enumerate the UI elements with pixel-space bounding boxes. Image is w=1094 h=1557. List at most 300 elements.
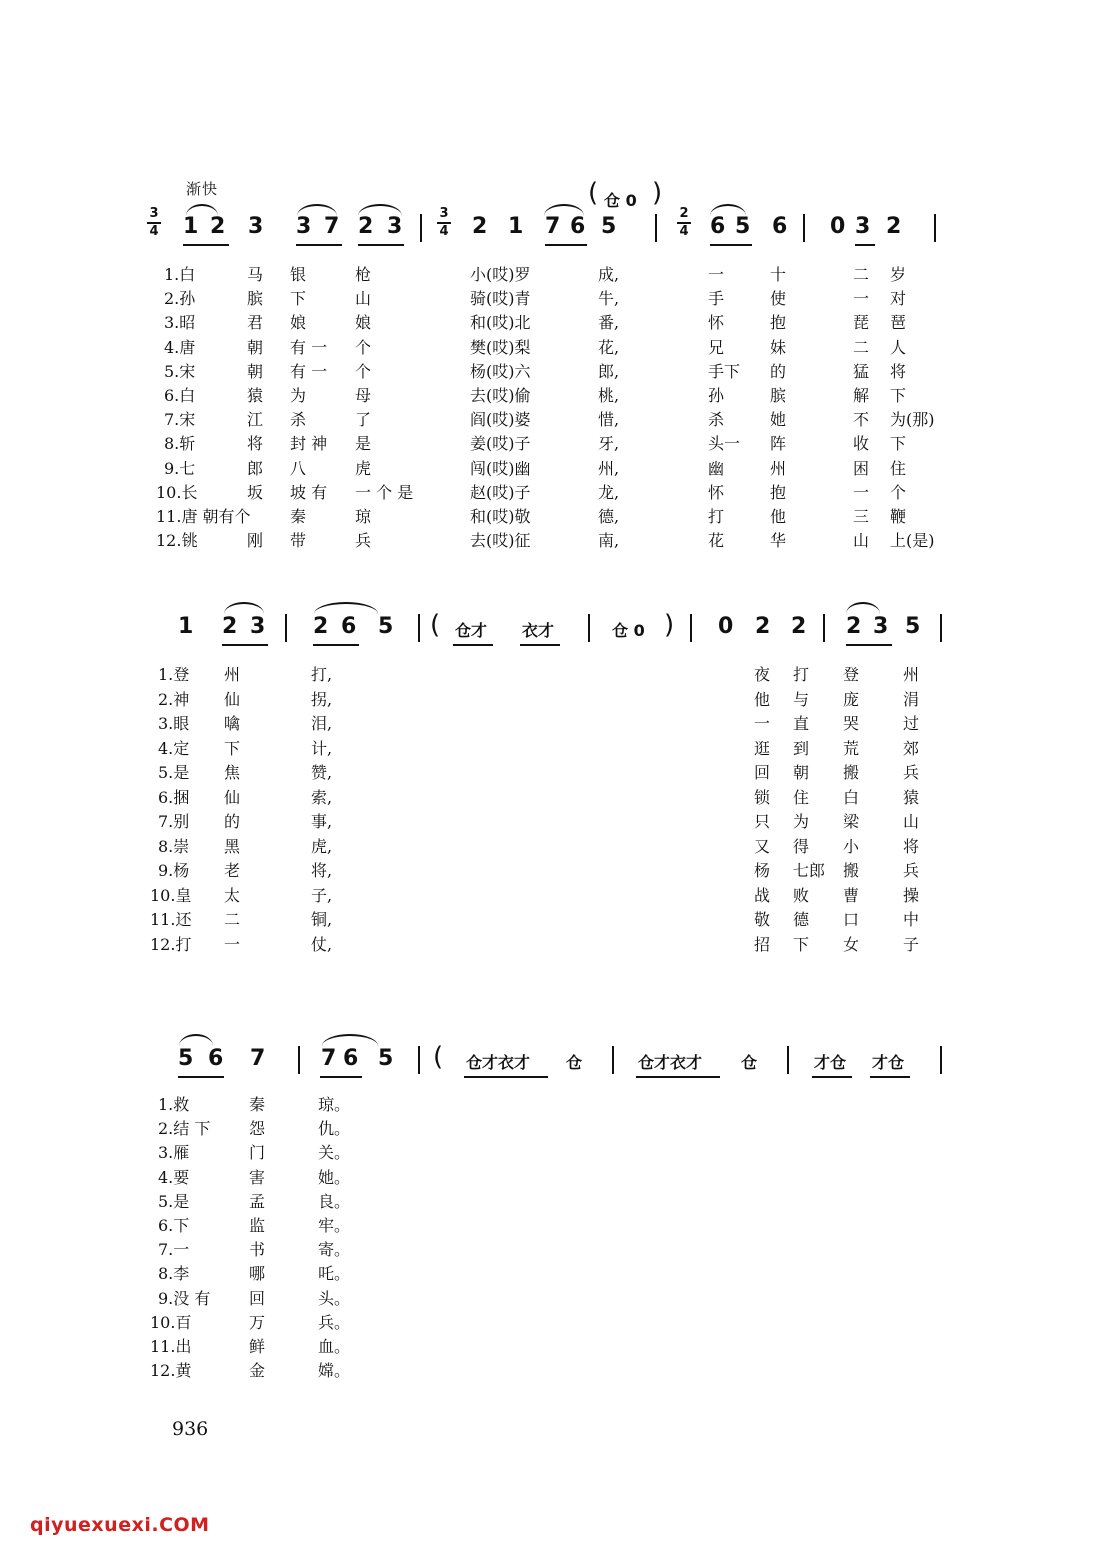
lyric-cell: 马 — [247, 265, 264, 284]
lyric-row — [0, 335, 1094, 359]
lyric-cell: 对 — [890, 289, 907, 309]
lyric-cell: 德, — [598, 507, 620, 526]
lyric-cell: 10.长 — [156, 482, 198, 502]
lyric-cell: 门 — [249, 1143, 266, 1163]
lyric-cell: 牛, — [598, 289, 620, 309]
lyric-cell: 4.唐 — [164, 337, 196, 357]
lyric-cell: 琼 — [355, 507, 372, 526]
lyric-cell: 嫦。 — [318, 1361, 351, 1381]
lyric-cell: 解 — [853, 386, 870, 405]
lyric-cell: 去(哎)征 — [470, 531, 531, 551]
underline — [313, 644, 359, 646]
lyric-row — [0, 809, 1094, 833]
underline — [545, 244, 587, 246]
lyric-cell: 10.皇 — [150, 885, 192, 905]
lyric-row — [0, 687, 1094, 711]
lyric-cell: 七郎 — [793, 861, 826, 880]
underline — [358, 244, 404, 246]
lyric-row — [0, 1092, 1094, 1116]
lyric-cell: 12.打 — [150, 934, 192, 954]
lyric-cell: 1.登 — [158, 665, 190, 684]
lyric-cell: 6.下 — [158, 1216, 190, 1235]
lyrics-block-3 — [0, 1092, 1094, 1392]
lyric-cell: 抱 — [770, 313, 787, 333]
lyric-cell: 花 — [708, 531, 725, 551]
lyric-cell: 黑 — [224, 836, 241, 856]
lyric-cell: 仙 — [224, 787, 241, 807]
percussion-mark: 衣才 — [522, 621, 555, 640]
lyric-cell: 只 — [754, 812, 771, 831]
lyric-cell: 怀 — [708, 313, 725, 333]
lyric-cell: 秦 — [249, 1095, 266, 1114]
lyric-cell: 1.白 — [164, 265, 196, 284]
slur — [186, 204, 218, 216]
lyric-cell: 岁 — [890, 265, 907, 284]
lyric-cell: 郊 — [903, 738, 920, 758]
note: 7 — [545, 214, 561, 239]
lyric-cell: 猛 — [853, 361, 870, 381]
lyric-cell: 一 个 是 — [355, 482, 414, 502]
lyric-cell: 阎(哎)婆 — [470, 410, 531, 430]
bar-line — [588, 614, 590, 642]
slur — [322, 1034, 378, 1046]
slur — [358, 204, 402, 216]
lyric-cell: 的 — [224, 812, 241, 831]
lyric-cell: 南, — [598, 531, 620, 551]
lyric-cell: 打 — [793, 665, 810, 684]
lyric-cell: 杀 — [290, 410, 307, 430]
note: 2 — [358, 214, 374, 239]
lyric-cell: 2.结 下 — [158, 1119, 211, 1139]
note: 3 — [873, 614, 889, 639]
percussion-mark: 仓 0 — [612, 621, 645, 640]
lyric-cell: 11.出 — [150, 1337, 192, 1356]
note: 5 — [378, 614, 394, 639]
lyric-cell: 小 — [843, 836, 860, 856]
lyric-cell: 娘 — [290, 313, 307, 333]
lyric-cell: 将 — [890, 361, 907, 381]
percussion-mark: 仓才衣才 — [638, 1053, 703, 1072]
lyric-cell: 头一 — [708, 434, 741, 454]
lyric-cell: 山 — [903, 812, 920, 831]
lyric-cell: 住 — [793, 787, 810, 807]
underline — [855, 244, 875, 246]
lyric-cell: 得 — [793, 836, 810, 856]
lyric-cell: 太 — [224, 885, 241, 905]
lyric-cell: 将 — [247, 434, 264, 454]
lyric-cell: 搬 — [843, 763, 860, 782]
bar-line — [690, 614, 692, 642]
lyric-cell: 仗, — [311, 934, 333, 954]
lyric-cell: 八 — [290, 458, 307, 478]
lyric-cell: 关。 — [318, 1143, 351, 1163]
note: 3 — [250, 614, 266, 639]
lyric-cell: 君 — [247, 313, 264, 333]
lyric-cell: 8.斩 — [164, 434, 196, 454]
page-number: 936 — [172, 1418, 209, 1440]
lyric-cell: 打, — [311, 665, 333, 684]
lyric-cell: 朝 — [793, 763, 810, 782]
lyric-cell: 骑(哎)青 — [470, 289, 531, 309]
lyric-cell: 登 — [843, 665, 860, 684]
lyric-cell: 下 — [890, 386, 907, 405]
lyric-cell: 秦 — [290, 507, 307, 526]
lyric-cell: 女 — [843, 934, 860, 954]
bar-line — [418, 1046, 420, 1074]
underline — [846, 644, 892, 646]
tempo-mark: 渐快 — [186, 180, 219, 198]
lyric-cell: 兵。 — [318, 1312, 351, 1332]
lyric-cell: 庞 — [843, 689, 860, 709]
bar-line — [298, 1046, 300, 1074]
bar-line — [420, 214, 422, 242]
percussion-mark: 仓才 — [455, 621, 488, 640]
note: 0 — [830, 214, 846, 239]
lyric-cell: 他 — [754, 689, 771, 709]
note: 6 — [208, 1046, 224, 1071]
lyric-cell: 一 — [754, 714, 771, 733]
lyric-cell: 杨 — [754, 861, 771, 880]
lyric-cell: 朝 — [247, 361, 264, 381]
lyric-cell: 子, — [311, 885, 333, 905]
lyric-row — [0, 262, 1094, 286]
lyric-cell: 困 — [853, 458, 870, 478]
lyric-row — [0, 858, 1094, 882]
lyric-row — [0, 383, 1094, 407]
lyric-cell: 妹 — [770, 337, 787, 357]
lyric-cell: 4.定 — [158, 738, 190, 758]
lyric-cell: 过 — [903, 714, 920, 733]
lyric-cell: 个 — [355, 337, 372, 357]
lyric-cell: 杀 — [708, 410, 725, 430]
note: 5 — [735, 214, 751, 239]
lyric-cell: 三 — [853, 507, 870, 526]
lyric-cell: 坡 有 — [290, 482, 328, 502]
lyric-cell: 住 — [890, 458, 907, 478]
lyric-cell: 拐, — [311, 689, 333, 709]
lyric-cell: 夜 — [754, 665, 771, 684]
note: 3 — [296, 214, 312, 239]
percussion-mark: 才仓 — [814, 1053, 847, 1072]
slur — [710, 204, 746, 216]
bar-line — [418, 614, 420, 642]
note: 1 — [178, 614, 194, 639]
lyric-cell: 樊(哎)梨 — [470, 337, 531, 357]
lyric-cell: 成, — [598, 265, 620, 284]
lyric-cell: 惜, — [598, 410, 620, 430]
slur — [314, 602, 378, 614]
note: 6 — [341, 614, 357, 639]
lyric-row — [0, 359, 1094, 383]
note: 6 — [772, 214, 788, 239]
lyric-cell: 花, — [598, 337, 620, 357]
lyric-cell: 二 — [853, 265, 870, 284]
lyric-cell: 11.还 — [150, 910, 192, 929]
lyric-cell: 猿 — [247, 386, 264, 405]
time-signature: 3 4 — [147, 206, 161, 240]
lyric-cell: 敬 — [754, 910, 771, 929]
lyric-cell: 梁 — [843, 812, 860, 831]
lyric-cell: 败 — [793, 885, 810, 905]
lyric-cell: 下 — [793, 934, 810, 954]
lyric-cell: 血。 — [318, 1337, 351, 1356]
lyric-cell: 招 — [754, 934, 771, 954]
bar-line — [285, 614, 287, 642]
lyric-cell: 个 — [355, 361, 372, 381]
lyric-cell: 鞭 — [890, 507, 907, 526]
lyric-cell: 赞, — [311, 763, 333, 782]
lyric-cell: 将, — [311, 861, 333, 880]
slur — [224, 602, 264, 614]
lyric-cell: 8.崇 — [158, 836, 190, 856]
lyric-cell: 州, — [598, 458, 620, 478]
note: 3 — [387, 214, 403, 239]
lyric-cell: 他 — [770, 507, 787, 526]
underline — [183, 244, 229, 246]
bar-line — [803, 214, 805, 242]
bar-line — [940, 614, 942, 642]
lyric-row — [0, 431, 1094, 455]
lyric-cell: 计, — [311, 738, 333, 758]
note: 2 — [472, 214, 488, 239]
lyric-cell: 子 — [903, 934, 920, 954]
lyric-cell: 番, — [598, 313, 620, 333]
note: 5 — [378, 1046, 394, 1071]
lyric-row — [0, 407, 1094, 431]
lyric-cell: 7.一 — [158, 1240, 190, 1260]
lyric-cell: 琶 — [890, 313, 907, 333]
lyric-cell: 琼。 — [318, 1095, 351, 1114]
lyric-cell: 打 — [708, 507, 725, 526]
note: 7 — [250, 1046, 266, 1071]
lyric-cell: 10.百 — [150, 1312, 192, 1332]
lyric-cell: 12.铫 — [156, 531, 198, 551]
lyric-cell: 中 — [903, 910, 920, 929]
percussion-mark: 仓才衣才 — [466, 1053, 531, 1072]
lyric-cell: 兵 — [903, 763, 920, 782]
lyric-cell: 孟 — [249, 1191, 266, 1211]
note: 3 — [855, 214, 871, 239]
underline — [222, 644, 268, 646]
lyric-cell: 仙 — [224, 689, 241, 709]
slur — [297, 204, 337, 216]
lyric-cell: 将 — [903, 836, 920, 856]
note: 6 — [343, 1046, 359, 1071]
lyric-cell: 山 — [355, 289, 372, 309]
lyric-cell: 7.别 — [158, 812, 190, 831]
lyric-cell: 州 — [770, 458, 787, 478]
lyric-cell: 害 — [249, 1167, 266, 1187]
lyric-cell: 朝 — [247, 337, 264, 357]
note: 7 — [321, 1046, 337, 1071]
lyric-cell: 收 — [853, 434, 870, 454]
lyric-cell: 她。 — [318, 1167, 351, 1187]
lyric-cell: 郎, — [598, 361, 620, 381]
percussion-mark: 仓 — [741, 1053, 758, 1072]
lyric-row — [0, 711, 1094, 735]
lyric-cell: 哪 — [249, 1264, 266, 1284]
note: 2 — [222, 614, 238, 639]
lyric-cell: 猿 — [903, 787, 920, 807]
lyric-cell: 又 — [754, 836, 771, 856]
lyric-cell: 搬 — [843, 861, 860, 880]
lyric-row — [0, 1165, 1094, 1189]
lyric-cell: 牢。 — [318, 1216, 351, 1235]
lyric-row — [0, 785, 1094, 809]
bar-line — [934, 214, 936, 242]
lyric-cell: 她 — [770, 410, 787, 430]
underline — [870, 1076, 910, 1078]
paren: ) — [652, 178, 663, 208]
lyric-cell: 9.没 有 — [158, 1288, 211, 1308]
lyric-cell: 回 — [754, 763, 771, 782]
lyric-cell: 吒。 — [318, 1264, 351, 1284]
paren: ( — [430, 610, 441, 640]
lyric-cell: 虎, — [311, 836, 333, 856]
paren: ( — [588, 178, 599, 208]
lyric-cell: 坂 — [247, 482, 264, 502]
lyric-row — [0, 736, 1094, 760]
lyric-cell: 战 — [754, 885, 771, 905]
lyric-row — [0, 286, 1094, 310]
note: 2 — [755, 614, 771, 639]
lyric-cell: 12.黄 — [150, 1361, 192, 1381]
lyric-cell: 铜, — [311, 910, 333, 929]
lyric-cell: 姜(哎)子 — [470, 434, 531, 454]
lyric-cell: 华 — [770, 531, 787, 551]
lyric-cell: 回 — [249, 1288, 266, 1308]
lyric-cell: 仇。 — [318, 1119, 351, 1139]
lyric-cell: 封 神 — [290, 434, 328, 454]
lyrics-block-1 — [0, 262, 1094, 562]
lyric-cell: 与 — [793, 689, 810, 709]
lyric-cell: 江 — [247, 410, 264, 430]
lyric-cell: 直 — [793, 714, 810, 733]
underline — [636, 1076, 720, 1078]
lyric-cell: 了 — [355, 410, 372, 430]
lyric-cell: 曹 — [843, 885, 860, 905]
lyric-cell: 兄 — [708, 337, 725, 357]
lyric-cell: 口 — [843, 910, 860, 929]
lyric-row — [0, 1334, 1094, 1358]
lyric-cell: 兵 — [903, 861, 920, 880]
lyric-cell: 下 — [290, 289, 307, 309]
lyric-row — [0, 760, 1094, 784]
lyric-row — [0, 1140, 1094, 1164]
underline — [320, 1076, 362, 1078]
lyric-cell: 和(哎)北 — [470, 313, 531, 333]
slur — [846, 602, 880, 614]
lyric-row — [0, 883, 1094, 907]
lyric-cell: 1.救 — [158, 1095, 190, 1114]
lyric-cell: 2.神 — [158, 689, 190, 709]
note: 2 — [791, 614, 807, 639]
lyric-cell: 有 一 — [290, 361, 328, 381]
lyric-cell: 到 — [793, 738, 810, 758]
note: 3 — [248, 214, 264, 239]
note: 2 — [886, 214, 902, 239]
lyric-row — [0, 310, 1094, 334]
lyric-cell: 兵 — [355, 531, 372, 551]
lyric-cell: 一 — [853, 289, 870, 309]
lyric-row — [0, 1189, 1094, 1213]
lyric-cell: 银 — [290, 265, 307, 284]
lyric-row — [0, 1237, 1094, 1261]
lyric-cell: 牙, — [598, 434, 620, 454]
lyric-cell: 7.宋 — [164, 410, 196, 430]
time-signature: 2 4 — [677, 206, 691, 240]
lyric-cell: 膑 — [770, 386, 787, 405]
underline — [178, 1076, 224, 1078]
lyric-cell: 德 — [793, 910, 810, 929]
lyric-row — [0, 1310, 1094, 1334]
lyric-cell: 怨 — [249, 1119, 266, 1139]
underline — [812, 1076, 852, 1078]
bar-line — [940, 1046, 942, 1074]
lyric-cell: 人 — [890, 337, 907, 357]
lyric-cell: 枪 — [355, 265, 372, 284]
watermark: qiyuexuexi.COM — [30, 1514, 210, 1536]
lyric-row — [0, 528, 1094, 552]
lyric-cell: 二 — [853, 337, 870, 357]
lyric-cell: 阵 — [770, 434, 787, 454]
lyric-cell: 泪, — [311, 714, 333, 733]
lyric-cell: 寄。 — [318, 1240, 351, 1260]
percussion-mark: 仓 — [566, 1053, 583, 1072]
lyric-row — [0, 456, 1094, 480]
lyric-cell: 二 — [224, 910, 241, 929]
note: 5 — [905, 614, 921, 639]
note: 1 — [508, 214, 524, 239]
bar-line — [787, 1046, 789, 1074]
lyric-cell: 3.昭 — [164, 313, 196, 333]
underline — [464, 1076, 548, 1078]
lyric-cell: 老 — [224, 861, 241, 880]
lyric-cell: 一 — [853, 482, 870, 502]
lyric-cell: 哭 — [843, 714, 860, 733]
lyric-cell: 闯(哎)幽 — [470, 458, 531, 478]
lyric-cell: 虎 — [355, 458, 372, 478]
note: 6 — [710, 214, 726, 239]
lyric-cell: 5.是 — [158, 1191, 190, 1211]
lyric-row — [0, 1286, 1094, 1310]
lyric-cell: 9.七 — [164, 458, 196, 478]
lyric-cell: 抱 — [770, 482, 787, 502]
slur — [179, 1034, 213, 1046]
lyric-cell: 为 — [290, 386, 307, 405]
lyric-cell: 娘 — [355, 313, 372, 333]
lyric-cell: 下 — [224, 738, 241, 758]
lyric-cell: 事, — [311, 812, 333, 831]
notation-staff-2 — [0, 600, 1094, 660]
note: 2 — [313, 614, 329, 639]
notation-staff-3 — [0, 1032, 1094, 1092]
lyric-cell: 带 — [290, 531, 307, 551]
lyric-cell: 3.雁 — [158, 1143, 190, 1163]
lyric-cell: 焦 — [224, 763, 241, 782]
lyric-cell: 8.李 — [158, 1264, 190, 1284]
lyric-cell: 白 — [843, 787, 860, 807]
lyric-row — [0, 1261, 1094, 1285]
paren: ( — [433, 1042, 444, 1072]
lyric-cell: 万 — [249, 1312, 266, 1332]
lyric-cell: 十 — [770, 265, 787, 284]
lyric-cell: 个 — [890, 482, 907, 502]
percussion-mark: 才仓 — [872, 1053, 905, 1072]
lyric-cell: 6.白 — [164, 386, 196, 405]
lyric-cell: 4.要 — [158, 1167, 190, 1187]
lyric-cell: 良。 — [318, 1191, 351, 1211]
